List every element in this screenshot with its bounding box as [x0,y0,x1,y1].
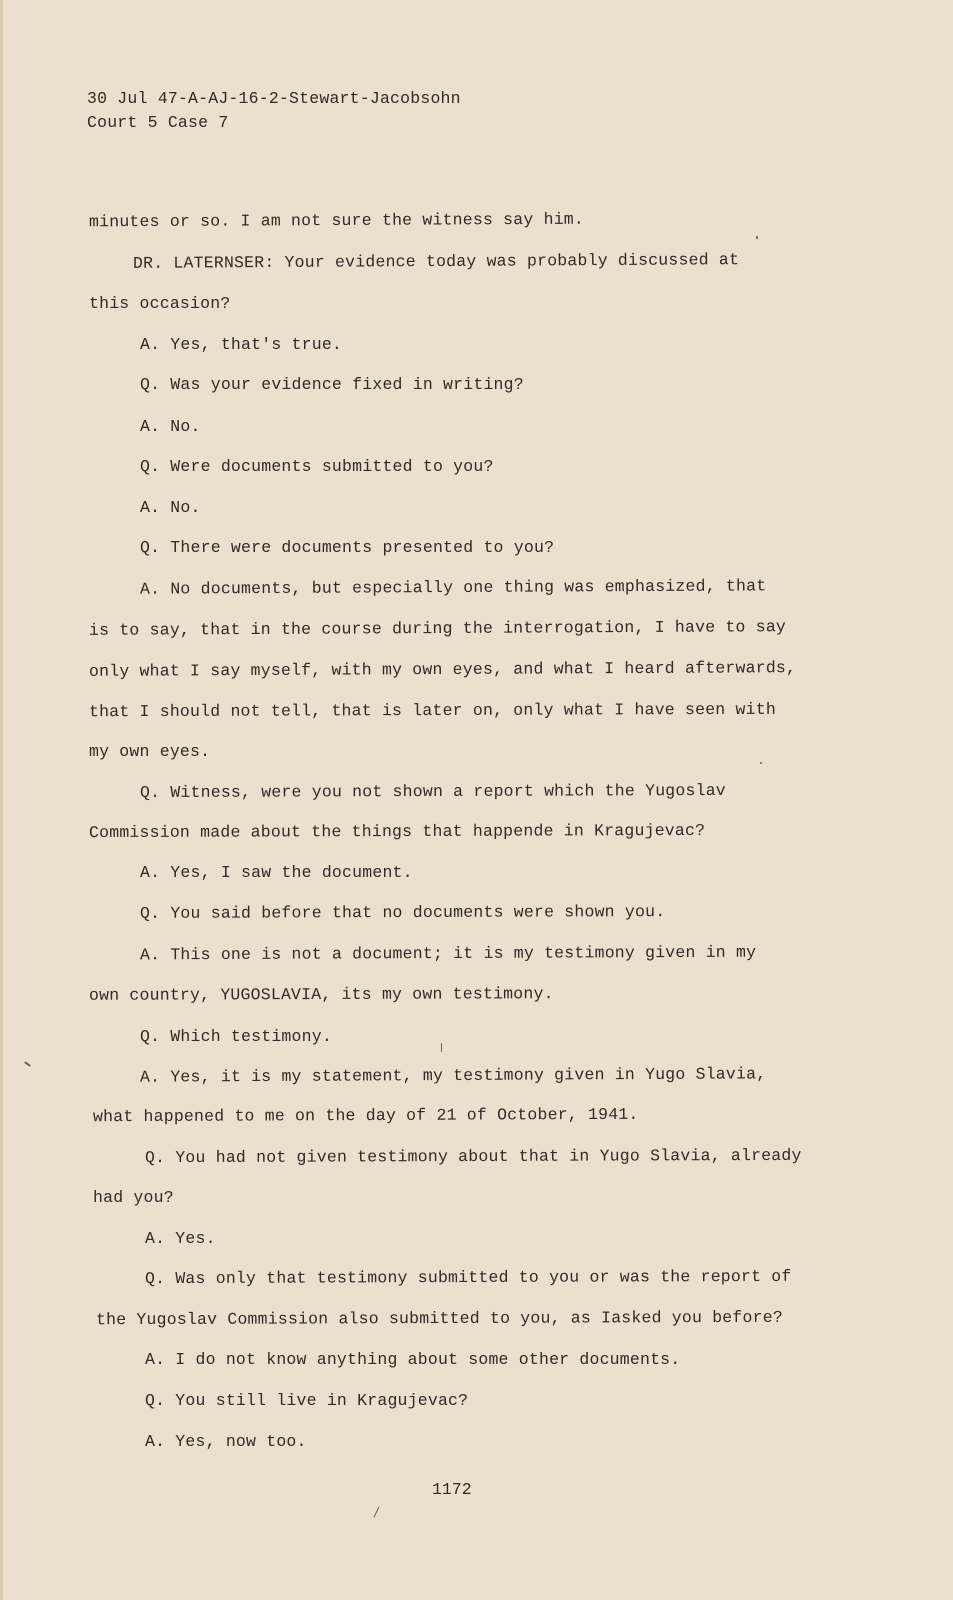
transcript-line: A. Yes, it is my statement, my testimony given in Yugo Slavia, [139,1064,767,1087]
paper-speck [760,762,762,764]
paper-speck [441,1043,442,1052]
transcript-line: only what I say myself, with my own eyes, and what I heard afterwards, [88,658,797,681]
transcript-line: my own eyes. [89,742,211,761]
transcript-line: Q. Witness, were you not shown a report which the Yugoslav [139,780,726,803]
transcript-line: Q. There were documents presented to you? [140,538,555,557]
transcript-line: this occasion? [89,294,231,313]
header-court-case: Court 5 Case 7 [87,113,229,132]
transcript-line: Q. You said before that no documents were shown you. [139,902,666,923]
transcript-line: Q. Which testimony. [140,1027,332,1046]
transcript-line: Q. Was your evidence fixed in writing? [140,375,524,394]
transcript-line: A. Yes, that's true. [140,335,343,354]
transcript-line: A. No documents, but especially one thing was emphasized, that [139,576,767,599]
transcript-line: what happened to me on the day of 21 of October, 1941. [92,1104,639,1127]
transcript-line: A. Yes, now too. [145,1432,307,1451]
transcript-line: Q. You still live in Kragujevac? [145,1391,469,1410]
paper-speck [24,1061,31,1067]
transcript-line: Q. Were documents submitted to you? [140,457,494,476]
transcript-line: A. Yes, I saw the document. [140,863,413,882]
transcript-line: is to say, that in the course during the interrogation, I have to say [88,617,787,640]
transcript-line: DR. LATERNSER: Your evidence today was probably discussed at [132,250,740,273]
transcript-line: A. No. [140,417,201,436]
transcript-line: A. This one is not a document; it is my testimony given in my [139,942,757,965]
header-case-reference: 30 Jul 47-A-AJ-16-2-Stewart-Jacobsohn [87,89,461,108]
transcript-line: that I should not tell, that is later on, only what I have seen with [88,699,776,722]
transcript-line: minutes or so. I am not sure the witness say him. [88,209,585,232]
paper-speck [756,236,758,239]
paper-speck [374,1506,380,1517]
page-edge [0,0,3,1600]
transcript-line: Q. You had not given testimony about that in Yugo Slavia, already [144,1145,802,1168]
transcript-line: had you? [93,1188,174,1207]
transcript-line: Commission made about the things that happende in Kragujevac? [88,820,706,843]
transcript-line: A. No. [140,498,201,517]
transcript-line: A. Yes. [145,1229,216,1248]
transcript-line: the Yugoslav Commission also submitted to you, as Iasked you before? [95,1307,783,1330]
page-number: 1172 [432,1480,472,1499]
transcript-line: own country, YUGOSLAVIA, its my own testimony. [88,984,554,1005]
transcript-line: Q. Was only that testimony submitted to you or was the report of [144,1266,792,1289]
transcript-line: A. I do not know anything about some other documents. [145,1350,681,1369]
